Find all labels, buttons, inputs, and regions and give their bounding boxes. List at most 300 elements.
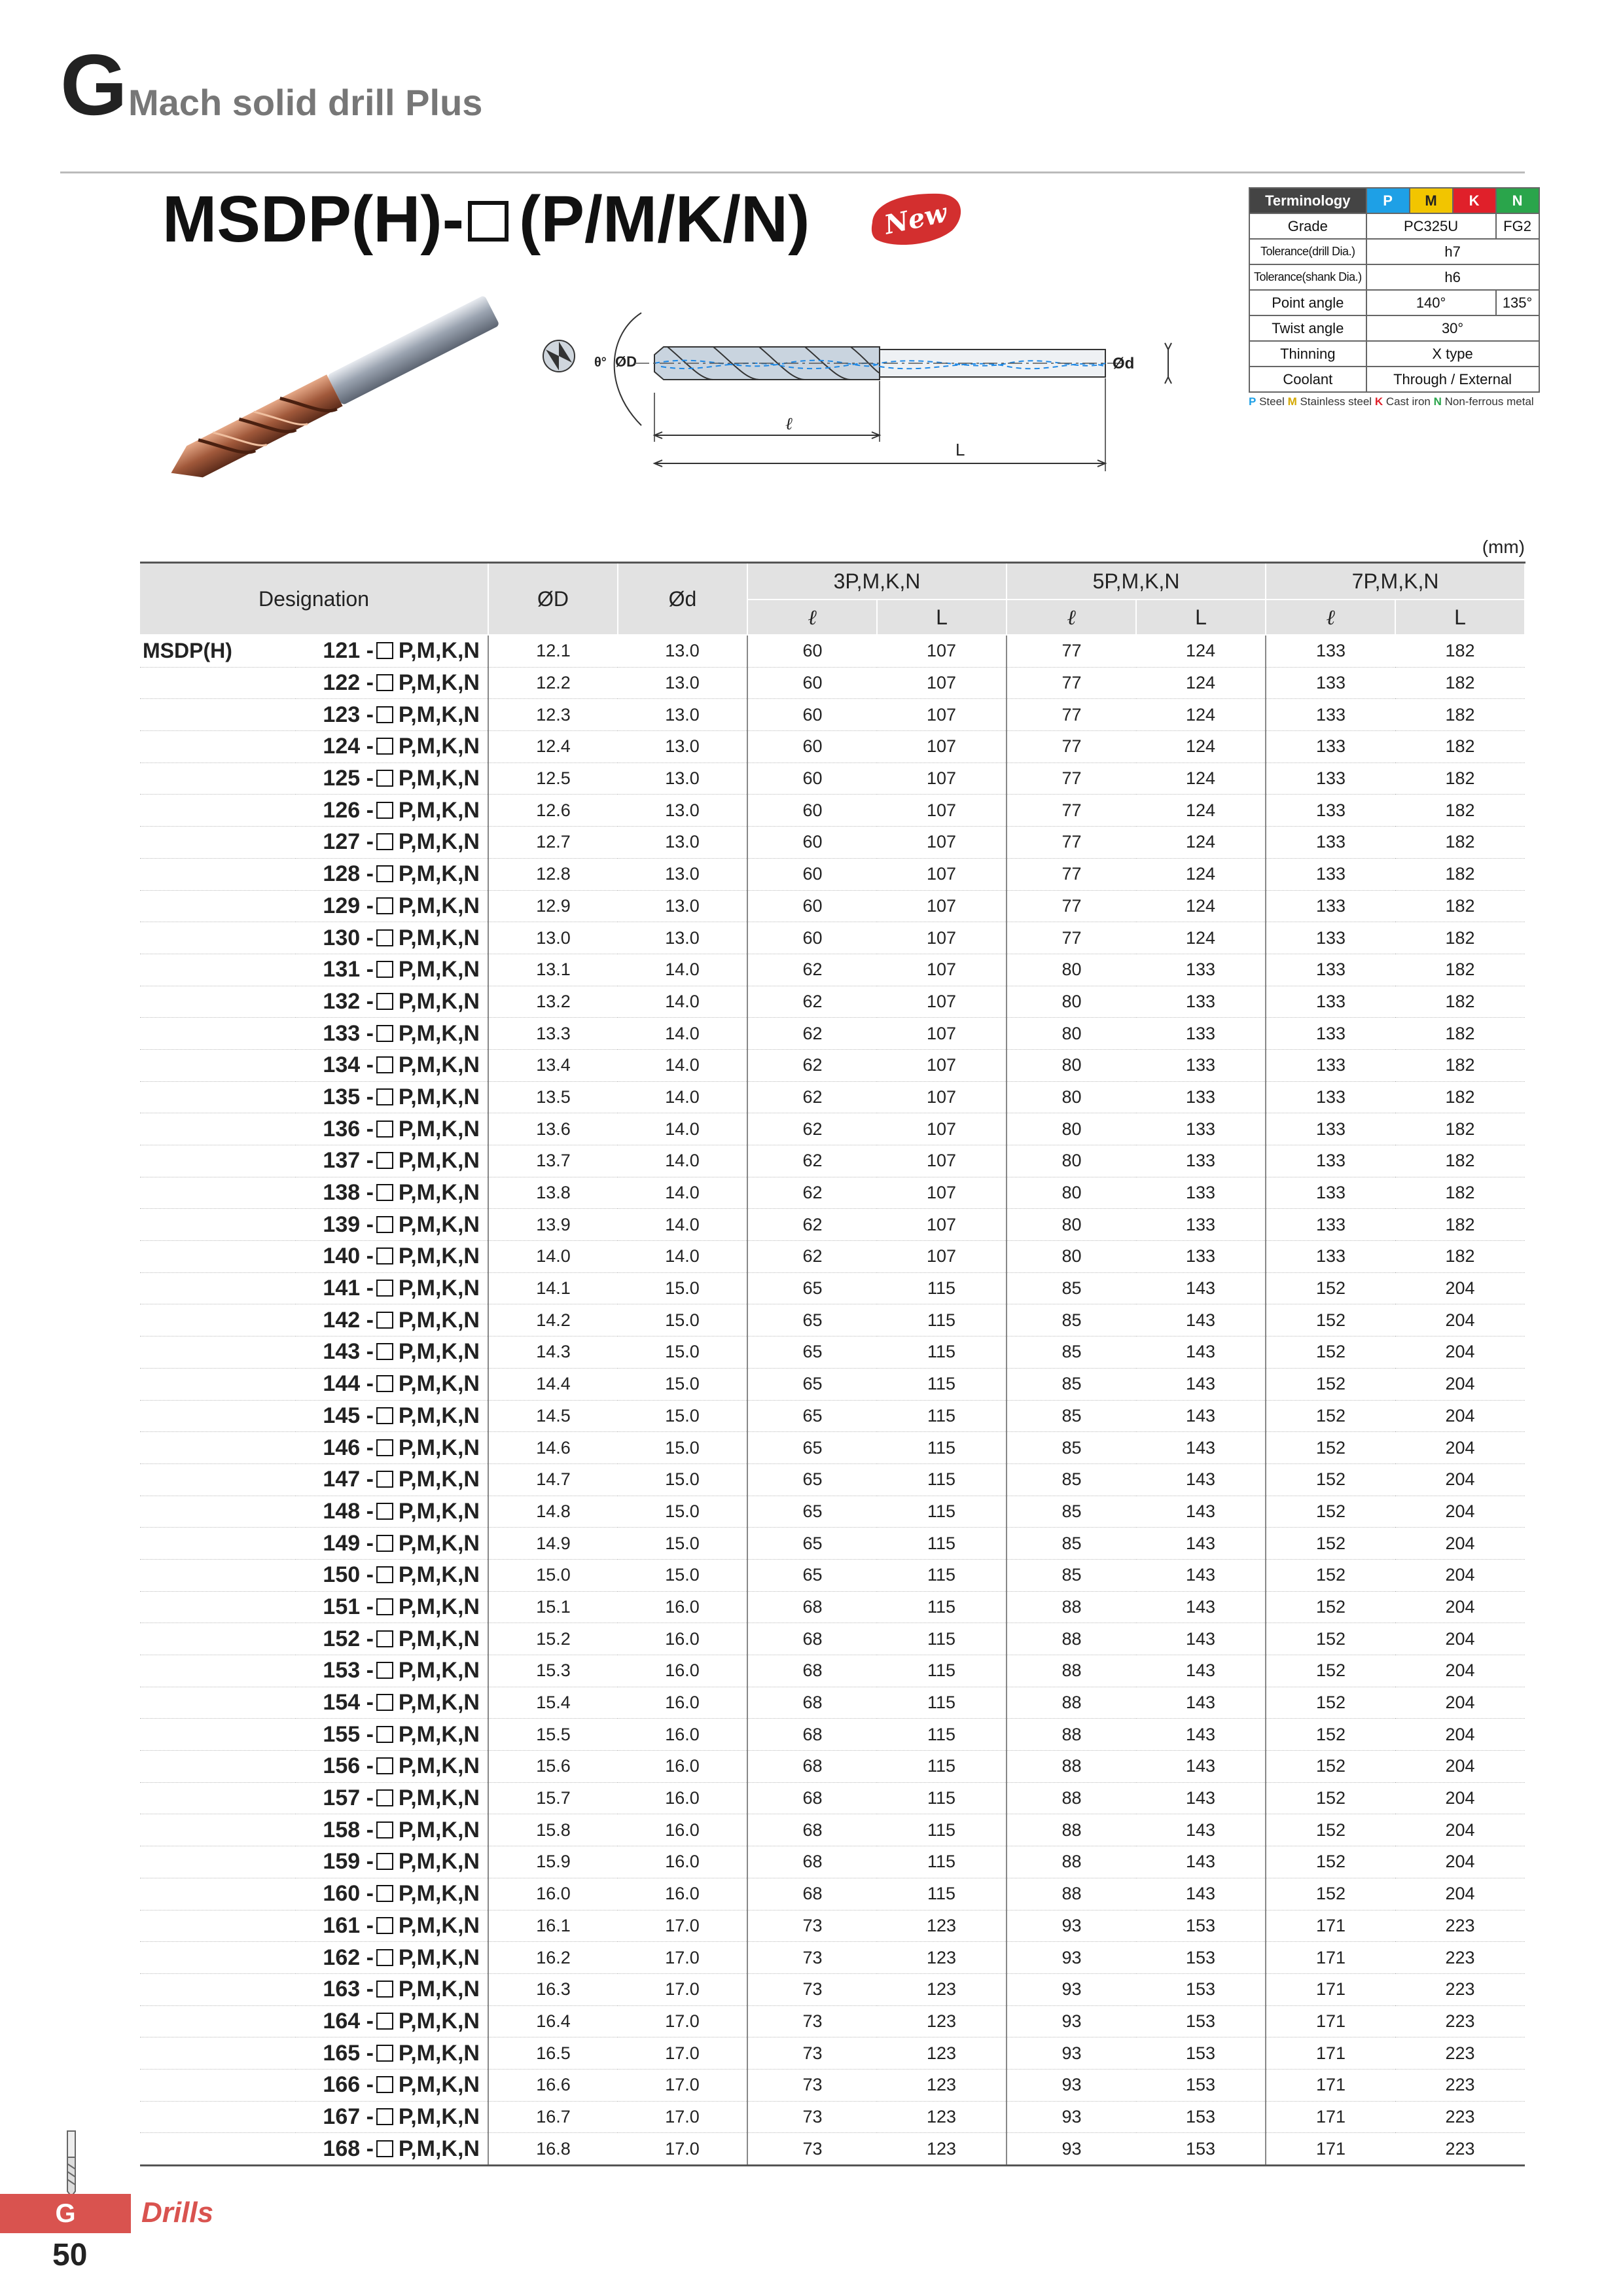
- cell-d: 16.0: [618, 1814, 747, 1846]
- grade-placeholder-box-icon: [376, 1280, 393, 1297]
- cell-D: 15.2: [488, 1623, 618, 1655]
- section-letter: G: [60, 37, 128, 133]
- grade-placeholder-box-icon: [376, 1917, 393, 1934]
- page-number: 50: [52, 2238, 88, 2272]
- cell-L3: 107: [877, 858, 1007, 890]
- cell-l7: 171: [1266, 1942, 1395, 1974]
- table-row: [140, 1145, 1525, 1177]
- cell-L3: 107: [877, 1209, 1007, 1241]
- cell-l7: 133: [1266, 1049, 1395, 1081]
- designation-code: [296, 890, 488, 922]
- legend-letter: M: [1287, 395, 1297, 408]
- cell-D: 15.4: [488, 1687, 618, 1719]
- designation-code: [296, 1782, 488, 1814]
- grade-placeholder-box-icon: [376, 1757, 393, 1774]
- dimensions-table-body: [140, 635, 1525, 2166]
- cell-D: 12.5: [488, 762, 618, 795]
- cell-L5: 143: [1136, 1782, 1266, 1814]
- cell-l7: 133: [1266, 1209, 1395, 1241]
- cell-D: 13.1: [488, 954, 618, 986]
- table-row: [140, 1687, 1525, 1719]
- cell-L3: 107: [877, 1018, 1007, 1050]
- cell-l7: 152: [1266, 1559, 1395, 1591]
- cell-D: 14.2: [488, 1304, 618, 1336]
- grade-placeholder-box-icon: [376, 1630, 393, 1647]
- table-row: [140, 2101, 1525, 2133]
- spec-value: FG2: [1496, 213, 1539, 239]
- cell-L5: 143: [1136, 1751, 1266, 1783]
- cell-L5: 124: [1136, 635, 1266, 667]
- designation-number: 124 -: [323, 734, 374, 759]
- legend-text: Non-ferrous metal: [1444, 395, 1534, 408]
- cell-d: 16.0: [618, 1687, 747, 1719]
- designation-code: [296, 762, 488, 795]
- series-label: [140, 1814, 296, 1846]
- page-header: [60, 39, 1533, 131]
- series-label: [140, 1336, 296, 1369]
- designation-suffix: P,M,K,N: [398, 1753, 480, 1779]
- cell-d: 17.0: [618, 2101, 747, 2133]
- cell-L5: 143: [1136, 1496, 1266, 1528]
- cell-L3: 115: [877, 1655, 1007, 1687]
- designation-suffix: P,M,K,N: [398, 1211, 480, 1237]
- designation-suffix: P,M,K,N: [398, 702, 480, 727]
- cell-L7: 204: [1395, 1623, 1525, 1655]
- grade-placeholder-box-icon: [376, 1439, 393, 1456]
- cell-d: 15.0: [618, 1272, 747, 1304]
- cell-l7: 133: [1266, 667, 1395, 699]
- series-label: [140, 922, 296, 954]
- cell-L5: 133: [1136, 1241, 1266, 1273]
- cell-d: 14.0: [618, 1145, 747, 1177]
- cell-L3: 107: [877, 922, 1007, 954]
- cell-L7: 182: [1395, 699, 1525, 731]
- cell-d: 16.0: [618, 1751, 747, 1783]
- grade-placeholder-box-icon: [376, 1056, 393, 1073]
- grade-placeholder-box-icon: [376, 1216, 393, 1233]
- cell-l5: 88: [1007, 1878, 1136, 1910]
- series-label: [140, 699, 296, 731]
- series-label: [140, 2133, 296, 2166]
- cell-D: 16.0: [488, 1878, 618, 1910]
- designation-number: 129 -: [323, 893, 374, 918]
- designation-code: [296, 2069, 488, 2101]
- designation-number: 125 -: [323, 766, 374, 791]
- designation-code: [296, 1687, 488, 1719]
- grade-placeholder-box-icon: [376, 2108, 393, 2125]
- designation-code: [296, 1177, 488, 1209]
- cell-l7: 133: [1266, 1241, 1395, 1273]
- designation-suffix: P,M,K,N: [398, 1307, 480, 1333]
- cell-L7: 204: [1395, 1687, 1525, 1719]
- designation-suffix: P,M,K,N: [398, 1817, 480, 1842]
- designation-number: 153 -: [323, 1658, 374, 1683]
- designation-code: [296, 1049, 488, 1081]
- designation-number: 122 -: [323, 670, 374, 696]
- cell-l5: 80: [1007, 1049, 1136, 1081]
- grade-placeholder-box-icon: [376, 1184, 393, 1201]
- spec-value: PC325U: [1366, 213, 1496, 239]
- spec-row-coolant: [1249, 367, 1539, 392]
- cell-L3: 107: [877, 1145, 1007, 1177]
- cell-L7: 182: [1395, 762, 1525, 795]
- cell-l5: 77: [1007, 635, 1136, 667]
- cell-l7: 133: [1266, 954, 1395, 986]
- designation-suffix: P,M,K,N: [398, 1945, 480, 1970]
- cell-L7: 204: [1395, 1655, 1525, 1687]
- cell-l5: 85: [1007, 1400, 1136, 1432]
- series-label: [140, 1432, 296, 1464]
- designation-code: [296, 986, 488, 1018]
- cell-l5: 88: [1007, 1751, 1136, 1783]
- cell-L5: 133: [1136, 1018, 1266, 1050]
- cell-d: 17.0: [618, 1973, 747, 2005]
- material-legend: [1249, 395, 1534, 408]
- cell-l3: 65: [747, 1336, 877, 1369]
- cell-l5: 77: [1007, 795, 1136, 827]
- cell-d: 15.0: [618, 1496, 747, 1528]
- cell-D: 13.5: [488, 1081, 618, 1113]
- grade-placeholder-box-icon: [376, 706, 393, 723]
- spec-row-thinning: [1249, 341, 1539, 367]
- cell-L3: 115: [877, 1496, 1007, 1528]
- series-label: [140, 1496, 296, 1528]
- grade-placeholder-box-icon: [376, 1662, 393, 1679]
- designation-number: 134 -: [323, 1052, 374, 1078]
- dia-d-label: Ød: [1113, 355, 1135, 372]
- spec-label: Point angle: [1249, 290, 1366, 315]
- cell-l3: 73: [747, 1973, 877, 2005]
- cell-L3: 107: [877, 667, 1007, 699]
- cell-l5: 88: [1007, 1719, 1136, 1751]
- cell-d: 15.0: [618, 1400, 747, 1432]
- designation-number: 165 -: [323, 2040, 374, 2066]
- cell-L7: 182: [1395, 954, 1525, 986]
- series-label: [140, 1209, 296, 1241]
- designation-number: 152 -: [323, 1626, 374, 1651]
- cell-d: 17.0: [618, 2037, 747, 2070]
- cell-L5: 143: [1136, 1336, 1266, 1369]
- cell-l7: 152: [1266, 1719, 1395, 1751]
- cell-l5: 80: [1007, 986, 1136, 1018]
- cell-l5: 77: [1007, 827, 1136, 859]
- cell-L3: 107: [877, 1049, 1007, 1081]
- spec-label: Grade: [1249, 213, 1366, 239]
- designation-number: 166 -: [323, 2072, 374, 2098]
- unit-label: (mm): [1482, 537, 1525, 557]
- cell-d: 14.0: [618, 1209, 747, 1241]
- grade-placeholder-box-icon: [376, 897, 393, 914]
- cell-L3: 123: [877, 1910, 1007, 1942]
- cell-D: 16.7: [488, 2101, 618, 2133]
- cell-l3: 73: [747, 2037, 877, 2070]
- cell-L7: 182: [1395, 1049, 1525, 1081]
- table-row: [140, 922, 1525, 954]
- table-row: [140, 1304, 1525, 1336]
- cell-L7: 204: [1395, 1591, 1525, 1623]
- col-l-3: ℓ: [747, 600, 877, 635]
- series-label: [140, 1782, 296, 1814]
- grade-placeholder-box-icon: [376, 1789, 393, 1806]
- designation-number: 149 -: [323, 1530, 374, 1556]
- col-D: ØD: [488, 563, 618, 636]
- cell-l5: 85: [1007, 1496, 1136, 1528]
- cell-l5: 77: [1007, 762, 1136, 795]
- designation-suffix: P,M,K,N: [398, 2008, 480, 2034]
- table-row: [140, 890, 1525, 922]
- designation-number: 151 -: [323, 1594, 374, 1619]
- cell-L5: 124: [1136, 795, 1266, 827]
- cell-L5: 133: [1136, 1113, 1266, 1145]
- cell-D: 12.8: [488, 858, 618, 890]
- cell-l3: 65: [747, 1304, 877, 1336]
- cell-L5: 133: [1136, 1049, 1266, 1081]
- designation-code: [296, 1591, 488, 1623]
- series-label: [140, 1719, 296, 1751]
- cell-l5: 93: [1007, 2133, 1136, 2166]
- designation-number: 140 -: [323, 1244, 374, 1269]
- cell-l5: 77: [1007, 667, 1136, 699]
- designation-suffix: P,M,K,N: [398, 1562, 480, 1588]
- cell-l3: 65: [747, 1528, 877, 1560]
- cell-l7: 152: [1266, 1336, 1395, 1369]
- series-label: [140, 1368, 296, 1400]
- cell-L7: 223: [1395, 1910, 1525, 1942]
- designation-number: 148 -: [323, 1498, 374, 1524]
- table-row: [140, 667, 1525, 699]
- cell-D: 16.6: [488, 2069, 618, 2101]
- cell-D: 16.4: [488, 2005, 618, 2037]
- cell-L5: 124: [1136, 890, 1266, 922]
- cell-l7: 152: [1266, 1814, 1395, 1846]
- cell-l3: 62: [747, 986, 877, 1018]
- legend-letter: N: [1433, 395, 1442, 408]
- spec-label: Twist angle: [1249, 315, 1366, 341]
- cell-d: 13.0: [618, 635, 747, 667]
- cell-L5: 133: [1136, 986, 1266, 1018]
- designation-suffix: P,M,K,N: [398, 957, 480, 982]
- cell-l7: 133: [1266, 699, 1395, 731]
- cell-L3: 107: [877, 1177, 1007, 1209]
- cell-l3: 62: [747, 1177, 877, 1209]
- designation-code: [296, 1559, 488, 1591]
- cell-l5: 93: [1007, 2005, 1136, 2037]
- cell-L5: 133: [1136, 1177, 1266, 1209]
- header-row-1: [140, 563, 1525, 600]
- spec-value: h7: [1366, 239, 1539, 264]
- cell-L3: 123: [877, 1973, 1007, 2005]
- designation-code: [296, 635, 488, 667]
- drill-product-image: [139, 295, 518, 491]
- cell-L7: 204: [1395, 1878, 1525, 1910]
- table-row: [140, 1655, 1525, 1687]
- designation-code: [296, 1528, 488, 1560]
- designation-suffix: P,M,K,N: [398, 766, 480, 791]
- cell-L3: 115: [877, 1719, 1007, 1751]
- cell-D: 12.1: [488, 635, 618, 667]
- designation-code: [296, 2037, 488, 2070]
- cell-L7: 223: [1395, 1973, 1525, 2005]
- series-label: [140, 667, 296, 699]
- cell-l3: 62: [747, 1018, 877, 1050]
- table-row: [140, 1400, 1525, 1432]
- cell-D: 16.1: [488, 1910, 618, 1942]
- cell-l7: 171: [1266, 1910, 1395, 1942]
- cell-l3: 65: [747, 1432, 877, 1464]
- cell-l3: 68: [747, 1846, 877, 1878]
- cell-l5: 88: [1007, 1814, 1136, 1846]
- series-label: [140, 1942, 296, 1974]
- series-label: [140, 1049, 296, 1081]
- cell-l3: 60: [747, 795, 877, 827]
- cell-l5: 77: [1007, 922, 1136, 954]
- cell-L5: 153: [1136, 2101, 1266, 2133]
- cell-l5: 80: [1007, 1241, 1136, 1273]
- spec-row-tol-shank: [1249, 264, 1539, 290]
- cell-l7: 152: [1266, 1623, 1395, 1655]
- cell-L3: 107: [877, 1241, 1007, 1273]
- table-row: [140, 1782, 1525, 1814]
- designation-suffix: P,M,K,N: [398, 1977, 480, 2002]
- cell-D: 14.8: [488, 1496, 618, 1528]
- cell-d: 17.0: [618, 1910, 747, 1942]
- cell-l3: 65: [747, 1368, 877, 1400]
- cell-L7: 204: [1395, 1336, 1525, 1369]
- designation-code: [296, 1655, 488, 1687]
- cell-d: 15.0: [618, 1304, 747, 1336]
- cell-D: 12.7: [488, 827, 618, 859]
- cell-L3: 107: [877, 954, 1007, 986]
- cell-l5: 85: [1007, 1272, 1136, 1304]
- cell-L7: 204: [1395, 1719, 1525, 1751]
- designation-number: 155 -: [323, 1721, 374, 1747]
- cell-L5: 133: [1136, 1209, 1266, 1241]
- table-row: [140, 1336, 1525, 1369]
- cell-l7: 133: [1266, 1113, 1395, 1145]
- table-row: [140, 1177, 1525, 1209]
- designation-number: 147 -: [323, 1467, 374, 1492]
- series-label: MSDP(H): [140, 635, 296, 667]
- col-L-3: L: [877, 600, 1007, 635]
- cell-D: 16.2: [488, 1942, 618, 1974]
- cell-l5: 85: [1007, 1528, 1136, 1560]
- spec-row-twist: [1249, 315, 1539, 341]
- grade-placeholder-box-icon: [376, 1598, 393, 1615]
- designation-code: [296, 1814, 488, 1846]
- cell-d: 13.0: [618, 827, 747, 859]
- cell-l5: 93: [1007, 1942, 1136, 1974]
- cell-l5: 85: [1007, 1368, 1136, 1400]
- cell-L3: 115: [877, 1368, 1007, 1400]
- cell-L3: 115: [877, 1814, 1007, 1846]
- series-label: [140, 1623, 296, 1655]
- legend-text: Stainless steel: [1300, 395, 1372, 408]
- cell-D: 12.2: [488, 667, 618, 699]
- cell-L3: 115: [877, 1751, 1007, 1783]
- spec-value: 30°: [1366, 315, 1539, 341]
- cell-l7: 152: [1266, 1591, 1395, 1623]
- cell-d: 15.0: [618, 1336, 747, 1369]
- designation-suffix: P,M,K,N: [398, 1084, 480, 1109]
- cell-L3: 115: [877, 1559, 1007, 1591]
- table-row: [140, 1432, 1525, 1464]
- cell-l5: 77: [1007, 731, 1136, 763]
- table-row: [140, 1591, 1525, 1623]
- col-designation: Designation: [140, 563, 488, 636]
- cell-D: 14.6: [488, 1432, 618, 1464]
- table-row: [140, 2069, 1525, 2101]
- cell-d: 14.0: [618, 1177, 747, 1209]
- designation-code: [296, 2101, 488, 2133]
- cell-L5: 133: [1136, 1081, 1266, 1113]
- product-title-prefix: MSDP(H)-: [162, 183, 465, 256]
- series-label: [140, 1463, 296, 1496]
- designation-suffix: P,M,K,N: [398, 734, 480, 759]
- designation-code: [296, 795, 488, 827]
- designation-number: 132 -: [323, 988, 374, 1014]
- table-row: [140, 1241, 1525, 1273]
- series-label: [140, 1846, 296, 1878]
- col-l-5: ℓ: [1007, 600, 1136, 635]
- designation-code: [296, 699, 488, 731]
- cell-D: 15.0: [488, 1559, 618, 1591]
- series-label: [140, 1655, 296, 1687]
- cell-L7: 204: [1395, 1400, 1525, 1432]
- cell-l7: 152: [1266, 1846, 1395, 1878]
- grade-placeholder-box-icon: [376, 1694, 393, 1711]
- cell-L3: 115: [877, 1304, 1007, 1336]
- table-row: [140, 1272, 1525, 1304]
- cell-L7: 182: [1395, 1241, 1525, 1273]
- cell-l3: 60: [747, 731, 877, 763]
- cell-l7: 171: [1266, 2069, 1395, 2101]
- cell-l3: 60: [747, 858, 877, 890]
- cell-D: 14.4: [488, 1368, 618, 1400]
- cell-l3: 65: [747, 1496, 877, 1528]
- grade-placeholder-box-icon: [376, 865, 393, 882]
- designation-number: 168 -: [323, 2136, 374, 2161]
- cell-L7: 223: [1395, 2005, 1525, 2037]
- cell-d: 16.0: [618, 1591, 747, 1623]
- cell-l5: 85: [1007, 1304, 1136, 1336]
- cell-L7: 204: [1395, 1814, 1525, 1846]
- cell-D: 13.9: [488, 1209, 618, 1241]
- angle-label: θ°: [594, 355, 607, 370]
- cell-L3: 115: [877, 1432, 1007, 1464]
- cell-D: 14.0: [488, 1241, 618, 1273]
- dia-D-label: ØD: [615, 353, 637, 370]
- spec-value: 140°: [1366, 290, 1496, 315]
- table-row: [140, 1910, 1525, 1942]
- cell-L7: 182: [1395, 1113, 1525, 1145]
- designation-suffix: P,M,K,N: [398, 1148, 480, 1174]
- table-row: [140, 954, 1525, 986]
- series-label: [140, 1878, 296, 1910]
- table-row: [140, 1368, 1525, 1400]
- table-row: [140, 1623, 1525, 1655]
- spec-head-label: Terminology: [1249, 188, 1366, 213]
- designation-code: [296, 2005, 488, 2037]
- grade-placeholder-box-icon: [376, 1088, 393, 1105]
- cell-d: 16.0: [618, 1782, 747, 1814]
- cell-d: 14.0: [618, 1049, 747, 1081]
- cell-d: 13.0: [618, 667, 747, 699]
- dimensions-table: [140, 562, 1525, 2166]
- cell-l7: 152: [1266, 1878, 1395, 1910]
- cell-L7: 223: [1395, 2037, 1525, 2070]
- col-L-7: L: [1395, 600, 1525, 635]
- cell-l5: 93: [1007, 2037, 1136, 2070]
